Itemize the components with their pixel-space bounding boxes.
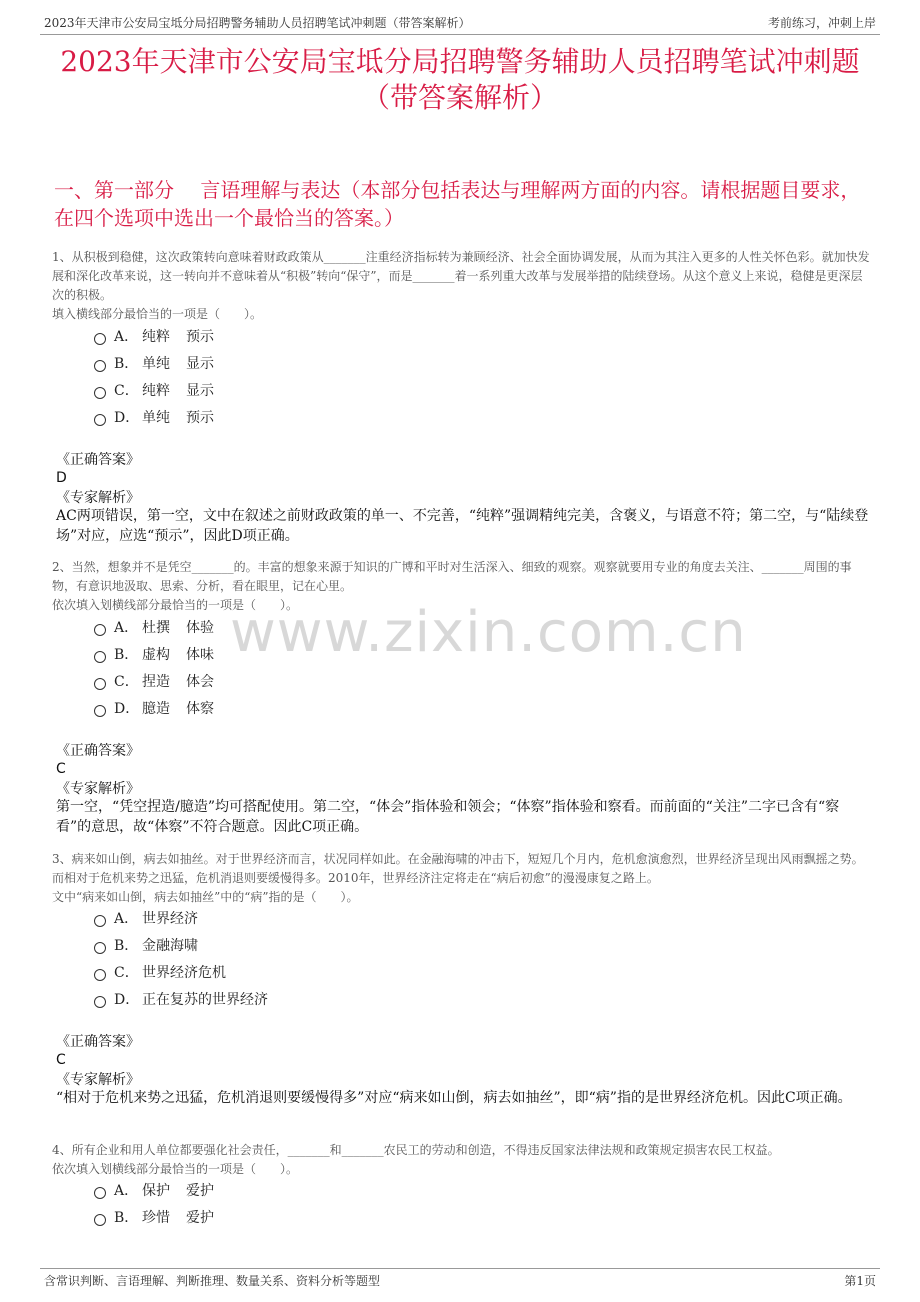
radio-icon[interactable] <box>94 996 106 1008</box>
radio-icon[interactable] <box>94 678 106 690</box>
radio-icon[interactable] <box>94 387 106 399</box>
question-2-option-a[interactable]: A． 杜撰 体验 <box>94 618 214 638</box>
page-footer <box>40 1268 880 1289</box>
question-1-option-b[interactable]: B． 单纯 显示 <box>94 354 214 374</box>
page-header <box>40 10 880 35</box>
section-heading: 一、第一部分 言语理解与表达（本部分包括表达与理解两方面的内容。请根据题目要求，在四个选项中选出一个最恰当的答案。） <box>54 178 861 230</box>
question-3-analysis: “相对于危机来势之迅猛，危机消退则要缓慢得多”对应“病来如山倒，病去如抽丝”，即“病”指的是世界经济危机。因此C项正确。 <box>56 1090 852 1106</box>
question-3-answer-label: 《正确答案》 <box>56 1034 140 1050</box>
radio-icon[interactable] <box>94 915 106 927</box>
radio-icon[interactable] <box>94 1214 106 1226</box>
question-4-option-a[interactable]: A． 保护 爱护 <box>94 1181 214 1201</box>
question-2-analysis-label: 《专家解析》 <box>56 781 140 797</box>
question-2-option-c[interactable]: C． 捏造 体会 <box>94 672 214 692</box>
radio-icon[interactable] <box>94 705 106 717</box>
question-2-answer: C <box>56 761 66 777</box>
radio-icon[interactable] <box>94 969 106 981</box>
question-2-prompt: 依次填入划横线部分最恰当的一项是（ ）。 <box>52 598 299 612</box>
document-title: 2023年天津市公安局宝坻分局招聘警务辅助人员招聘笔试冲刺题（带答案解析） <box>60 45 860 114</box>
radio-icon[interactable] <box>94 333 106 345</box>
question-2-stem: 2、当然，想象并不是凭空_______的。丰富的想象来源于知识的广博和平时对生活深入、细致的观察。观察就要用专业的角度去关注、_______周围的事物，有意识地汲取、思索、分析，看在眼里，记在心里。 <box>52 560 852 593</box>
question-3-analysis-label: 《专家解析》 <box>56 1072 140 1088</box>
question-1-analysis-label: 《专家解析》 <box>56 490 140 506</box>
question-1-option-a[interactable]: A． 纯粹 预示 <box>94 327 214 347</box>
question-4-stem: 4、所有企业和用人单位都要强化社会责任，_______和_______农民工的劳动和创造，不得违反国家法律法规和政策规定损害农民工权益。 <box>52 1143 780 1157</box>
question-3-option-a[interactable]: A． 世界经济 <box>94 909 198 929</box>
page-number: 第1页 <box>844 1274 876 1288</box>
radio-icon[interactable] <box>94 942 106 954</box>
question-3-stem: 3、病来如山倒，病去如抽丝。对于世界经济而言，状况同样如此。在金融海啸的冲击下，短短几个月内，危机愈演愈烈，世界经济呈现出风雨飘摇之势。而相对于危机来势之迅猛，危机消退则要缓慢得多。2010年，世界经济注定将走在“病后初愈”的漫漫康复之路上。 <box>52 852 864 885</box>
question-4-prompt: 依次填入划横线部分最恰当的一项是（ ）。 <box>52 1162 299 1176</box>
question-1-answer: D <box>56 470 67 486</box>
radio-icon[interactable] <box>94 1187 106 1199</box>
question-2-answer-label: 《正确答案》 <box>56 743 140 759</box>
question-2-option-d[interactable]: D． 臆造 体察 <box>94 699 214 719</box>
question-3-option-d[interactable]: D． 正在复苏的世界经济 <box>94 990 268 1010</box>
footer-note: 含常识判断、言语理解、判断推理、数量关系、资料分析等题型 <box>44 1274 381 1288</box>
radio-icon[interactable] <box>94 414 106 426</box>
question-4-option-b[interactable]: B． 珍惜 爱护 <box>94 1208 214 1228</box>
radio-icon[interactable] <box>94 624 106 636</box>
radio-icon[interactable] <box>94 360 106 372</box>
radio-icon[interactable] <box>94 651 106 663</box>
question-1-prompt: 填入横线部分最恰当的一项是（ ）。 <box>52 307 263 321</box>
question-3-option-b[interactable]: B． 金融海啸 <box>94 936 198 956</box>
question-1-analysis: AC两项错误，第一空，文中在叙述之前财政政策的单一、不完善，“纯粹”强调精纯完美，含褒义，与语意不符；第二空，与“陆续登场”对应，应选“预示”，因此D项正确。 <box>56 508 869 544</box>
question-3-prompt: 文中“病来如山倒，病去如抽丝”中的“病”指的是（ ）。 <box>52 890 359 904</box>
question-1-stem: 1、从积极到稳健，这次政策转向意味着财政政策从_______注重经济指标转为兼顾经济、社会全面协调发展，从而为其注入更多的人性关怀色彩。就加快发展和深化改革来说，这一转向并不意味着从“积极”转向“保守”，而是_______着一系列重大改革与发展举措的陆续登场。从这个意义上来说，稳健是更深层次的积极。 <box>52 250 870 302</box>
question-3-option-c[interactable]: C． 世界经济危机 <box>94 963 226 983</box>
question-2-option-b[interactable]: B． 虚构 体味 <box>94 645 214 665</box>
question-2-analysis: 第一空，“凭空捏造/臆造”均可搭配使用。第二空，“体会”指体验和领会；“体察”指体验和察看。而前面的“关注”二字已含有“察看”的意思，故“体察”不符合题意。因此C项正确。 <box>56 799 840 835</box>
question-3-answer: C <box>56 1052 66 1068</box>
question-1-option-c[interactable]: C． 纯粹 显示 <box>94 381 214 401</box>
header-slogan: 考前练习，冲刺上岸 <box>767 16 876 30</box>
question-1-option-d[interactable]: D． 单纯 预示 <box>94 408 214 428</box>
watermark: www.zixin.com.cn <box>230 600 747 665</box>
question-1-answer-label: 《正确答案》 <box>56 452 140 468</box>
header-doc-title: 2023年天津市公安局宝坻分局招聘警务辅助人员招聘笔试冲刺题（带答案解析） <box>44 16 471 30</box>
